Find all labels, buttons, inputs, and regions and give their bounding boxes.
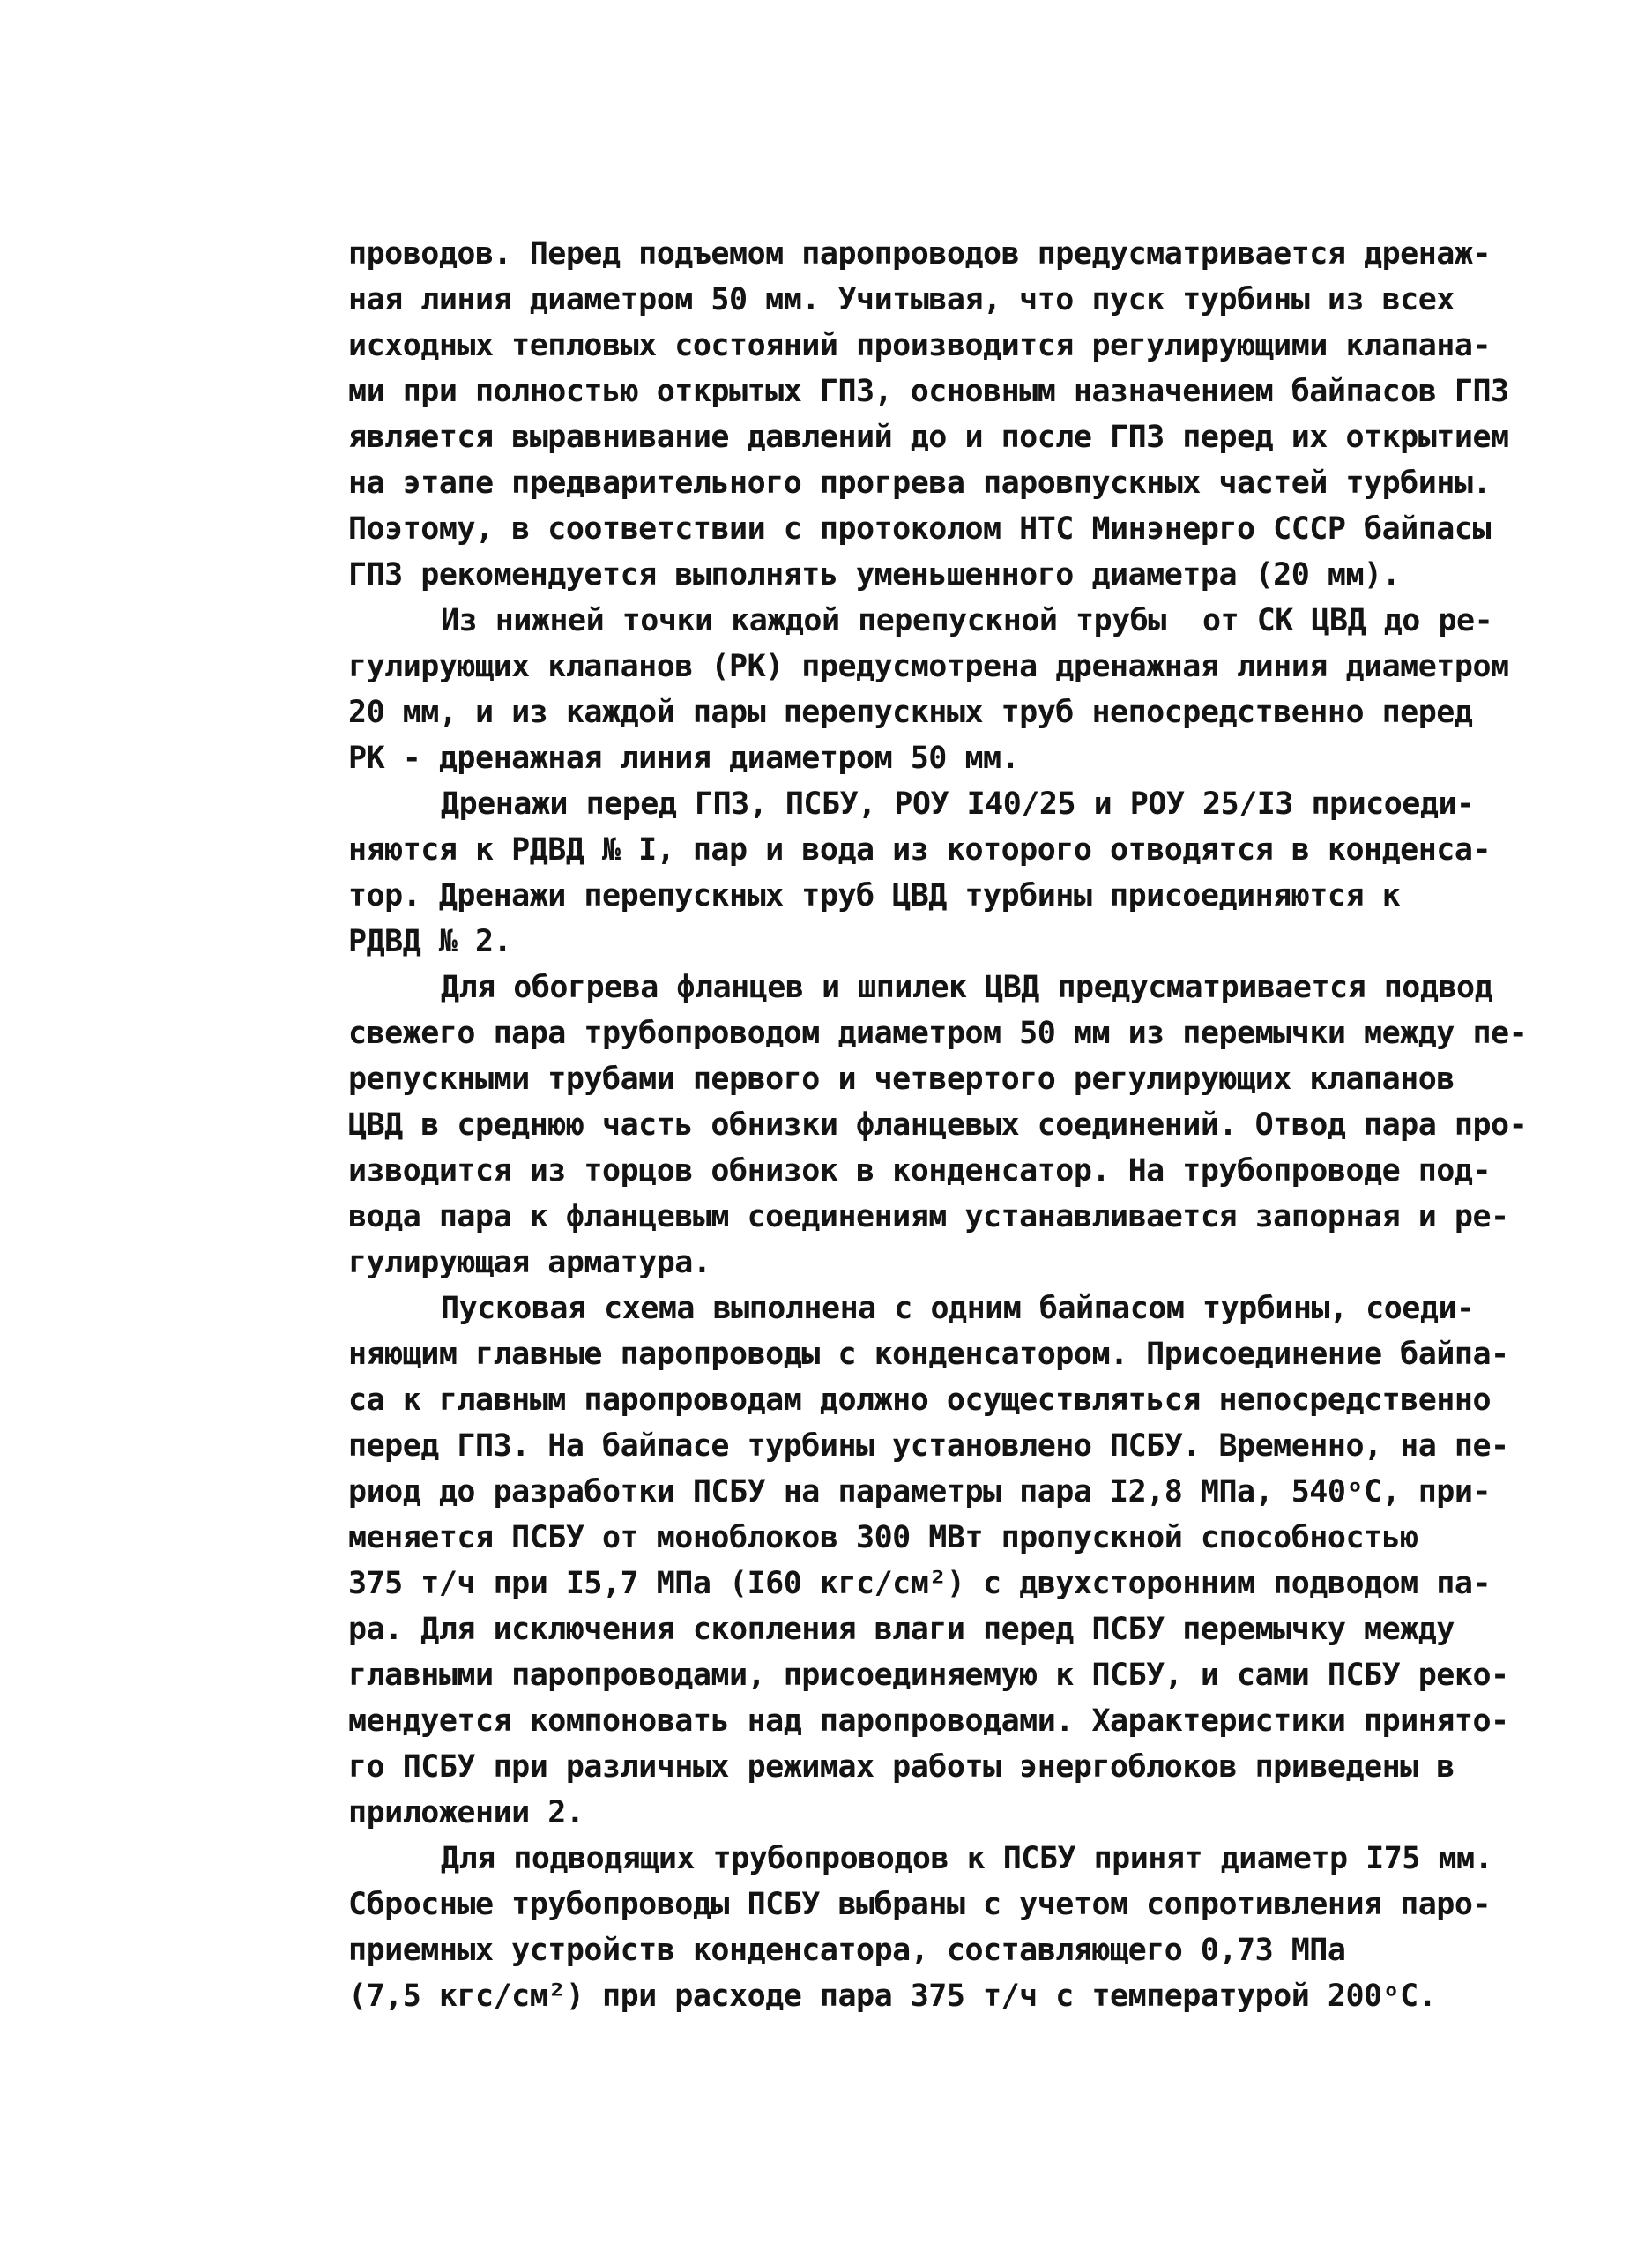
text-line: репускными трубами первого и четвертого регулирующих клапанов	[348, 1062, 1455, 1097]
text-line: ная линия диаметром 50 мм. Учитывая, что пуск турбины из всех	[348, 282, 1455, 317]
text-line: РДВД № 2.	[348, 924, 512, 959]
text-line: ра. Для исключения скопления влаги перед ПСБУ перемычку между	[348, 1612, 1455, 1647]
paragraph-1	[348, 231, 1534, 598]
text-line: ГПЗ рекомендуется выполнять уменьшенного диаметра (20 мм).	[348, 557, 1401, 593]
text-line: перед ГПЗ. На байпасе турбины установлено ПСБУ. Временно, на пе-	[348, 1428, 1509, 1464]
text-line: главными паропроводами, присоединяемую к ПСБУ, и сами ПСБУ реко-	[348, 1658, 1509, 1693]
text-line: гулирующая арматура.	[348, 1245, 711, 1280]
text-line: риод до разработки ПСБУ на параметры пара I2,8 МПа, 540ᵒС, при-	[348, 1474, 1492, 1509]
document-body	[348, 231, 1534, 2019]
text-line: Для обогрева фланцев и шпилек ЦВД предусматривается подвод	[441, 970, 1493, 1005]
text-line: исходных тепловых состояний производится регулирующими клапана-	[348, 328, 1492, 363]
text-line: (7,5 кгс/см²) при расходе пара 375 т/ч с температурой 200ᵒС.	[348, 1979, 1437, 2014]
text-line: ЦВД в среднюю часть обнизки фланцевых соединений. Отвод пара про-	[348, 1107, 1528, 1143]
text-line: вода пара к фланцевым соединениям устанавливается запорная и ре-	[348, 1199, 1509, 1234]
text-line: Дренажи перед ГПЗ, ПСБУ, РОУ I40/25 и РОУ 25/I3 присоеди-	[441, 786, 1475, 822]
paragraph-2	[348, 598, 1534, 781]
text-line: 375 т/ч при I5,7 МПа (I60 кгс/см²) с двухсторонним подводом па-	[348, 1566, 1492, 1601]
paragraph-4	[348, 965, 1534, 1286]
paragraph-5	[348, 1286, 1534, 1836]
text-line: тор. Дренажи перепускных труб ЦВД турбины присоединяются к	[348, 878, 1401, 913]
text-line: меняется ПСБУ от моноблоков 300 МВт пропускной способностью	[348, 1520, 1418, 1555]
text-line: са к главным паропроводам должно осуществляться непосредственно	[348, 1383, 1492, 1418]
text-line: 20 мм, и из каждой пары перепускных труб непосредственно перед	[348, 695, 1473, 730]
text-line: няющим главные паропроводы с конденсатором. Присоединение байпа-	[348, 1337, 1509, 1372]
text-line: гулирующих клапанов (РК) предусмотрена дренажная линия диаметром	[348, 649, 1509, 684]
text-line: является выравнивание давлений до и после ГПЗ перед их открытием	[348, 420, 1509, 455]
text-line: Из нижней точки каждой перепускной трубы от СК ЦВД до ре-	[441, 603, 1493, 638]
text-line: приемных устройств конденсатора, составляющего 0,73 МПа	[348, 1933, 1346, 1968]
text-line: РК - дренажная линия диаметром 50 мм.	[348, 741, 1020, 776]
paragraph-3	[348, 781, 1534, 965]
text-line: проводов. Перед подъемом паропроводов предусматривается дренаж-	[348, 236, 1492, 272]
text-line: на этапе предварительного прогрева паровпускных частей турбины.	[348, 466, 1492, 501]
text-line: изводится из торцов обнизок в конденсатор. На трубопроводе под-	[348, 1153, 1492, 1189]
text-line: няются к РДВД № I, пар и вода из которого отводятся в конденса-	[348, 832, 1492, 868]
text-line: Сбросные трубопроводы ПСБУ выбраны с учетом сопротивления паро-	[348, 1887, 1492, 1922]
paragraph-6	[348, 1836, 1534, 2019]
text-line: мендуется компоновать над паропроводами. Характеристики принято-	[348, 1703, 1509, 1739]
text-line: свежего пара трубопроводом диаметром 50 мм из перемычки между пе-	[348, 1016, 1528, 1051]
text-line: ми при полностью открытых ГПЗ, основным назначением байпасов ГПЗ	[348, 374, 1509, 409]
text-line: го ПСБУ при различных режимах работы энергоблоков приведены в	[348, 1749, 1455, 1785]
text-line: Пусковая схема выполнена с одним байпасом турбины, соеди-	[441, 1291, 1475, 1326]
text-line: Поэтому, в соответствии с протоколом НТС Минэнерго СССР байпасы	[348, 511, 1492, 547]
text-line: приложении 2.	[348, 1795, 584, 1830]
text-line: Для подводящих трубопроводов к ПСБУ принят диаметр I75 мм.	[441, 1841, 1493, 1876]
